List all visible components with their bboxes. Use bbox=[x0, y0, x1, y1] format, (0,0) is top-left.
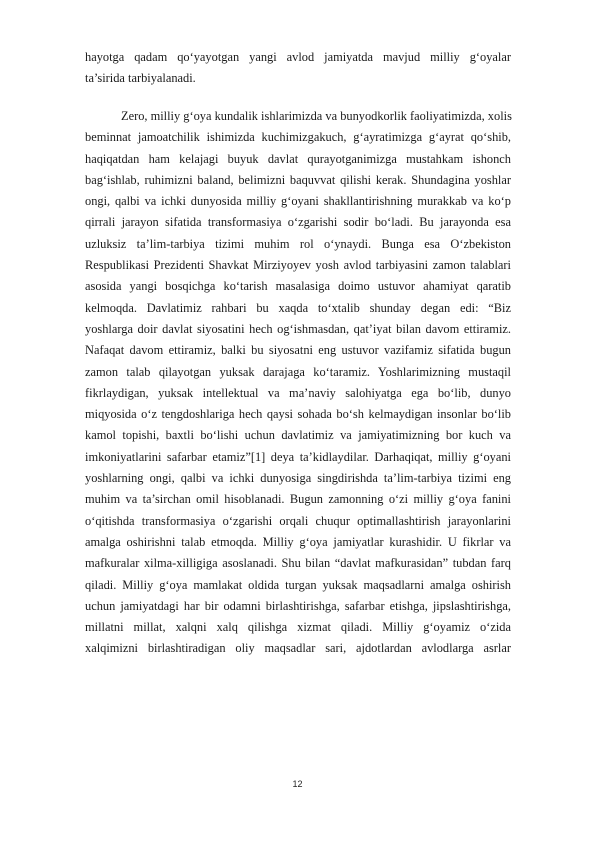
text-line: uchun jamiyatdagi har bir odamni birlashtirishga, safarbar etishga, jipslashtirishga, bbox=[85, 598, 511, 613]
text-line: qiladi. Milliy g‘oya mamlakat oldida turgan yuksak maqsadlarni amalga oshirish bbox=[85, 577, 511, 592]
text-line: hayotga qadam qo‘yayotgan yangi avlod jamiyatda mavjud milliy g‘oyalar bbox=[85, 50, 511, 64]
text-line: ta’sirida tarbiyalanadi. bbox=[85, 71, 196, 86]
text-line: mafkuralar xilma-xilligiga asoslanadi. Shu bilan “davlat mafkurasidan” tubdan farq bbox=[85, 556, 511, 571]
text-line: amalga oshirishni talab etmoqda. Milliy g‘oya jamiyatlar kurashidir. U fikrlar va bbox=[85, 534, 511, 549]
text-line: Respublikasi Prezidenti Shavkat Mirziyoyev yosh avlod tarbiyasini zamon talablari bbox=[85, 258, 511, 273]
text-line: zamon talab qilayotgan yuksak darajaga ko‘taramiz. Yoshlarimizning mustaqil bbox=[85, 364, 511, 379]
text-line: kelmoqda. Davlatimiz rahbari bu xaqda to‘xtalib shunday degan edi: “Biz bbox=[85, 300, 511, 315]
text-line: miqyosida o‘z tengdoshlariga hech qaysi sohada bo‘sh kelmaydigan insonlar bo‘lib bbox=[85, 407, 511, 422]
paragraph-1 bbox=[85, 47, 511, 90]
text-line: imkoniyatlarini safarbar etamiz”[1] deya ta’kidlaydilar. Darhaqiqat, milliy g‘oyani bbox=[85, 449, 511, 464]
text-line: yoshlarga doir davlat siyosatini hech og‘ishmasdan, qat’iyat bilan davom ettiramiz. bbox=[85, 321, 511, 336]
text-line: bag‘ishlab, ruhimizni baland, belimizni baquvvat qilishi kerak. Shundagina yoshlar bbox=[85, 172, 511, 187]
text-line: qirrali jarayon sifatida transformasiya o‘zgarishi sodir bo‘ladi. Bu jarayonda esa bbox=[85, 215, 511, 230]
paragraph-2 bbox=[85, 106, 511, 660]
text-line: asosida yangi bosqichga ko‘tarish masalasiga doimo ustuvor ahamiyat qaratib bbox=[85, 279, 511, 294]
text-line: fikrlaydigan, yuksak intellektual va ma’naviy salohiyatga ega bo‘lib, dunyo bbox=[85, 385, 511, 400]
text-line: yoshlarning ongi, qalbi va ichki dunyosiga singdirishda ta’lim-tarbiya tizimi eng bbox=[85, 471, 511, 486]
text-line: muhim va ta’sirchan omil hisoblanadi. Bugun zamonning o‘zi milliy g‘oya fanini bbox=[85, 492, 511, 507]
text-line: ongi, qalbi va ichki dunyosida milliy g‘oyani shakllantirishning murakkab va ko‘p bbox=[85, 194, 511, 209]
text-line: kamol topishi, baxtli bo‘lishi uchun davlatimiz va jamiyatimizning bor kuch va bbox=[85, 428, 511, 443]
text-line: Nafaqat davom ettiramiz, balki bu siyosatni eng ustuvor vazifamiz sifatida bugun bbox=[85, 343, 511, 358]
text-line: uzluksiz ta’lim-tarbiya tizimi muhim rol o‘ynaydi. Bunga esa O‘zbekiston bbox=[85, 236, 511, 251]
page-number: 12 bbox=[292, 779, 303, 789]
text-line: Zero, milliy g‘oya kundalik ishlarimizda va bunyodkorlik faoliyatimizda, xolis bbox=[121, 109, 512, 123]
text-line: millatni millat, xalqni xalq qilishga xizmat qiladi. Milliy g‘oyamiz o‘zida bbox=[85, 620, 511, 635]
text-line: beminnat jamoatchilik ishimizda kuchimizgakuch, g‘ayratimizga g‘ayrat qo‘shib, bbox=[85, 130, 511, 145]
text-line: xalqimizni birlashtiradigan oliy maqsadlar sari, ajdotlardan avlodlarga asrlar bbox=[85, 641, 511, 656]
text-line: o‘qitishda transformasiya o‘zgarishi orqali chuqur optimallashtirish jarayonlarini bbox=[85, 513, 511, 528]
text-line: haqiqatdan ham kelajagi buyuk davlat qurayotganimizga mustahkam ishonch bbox=[85, 151, 511, 166]
